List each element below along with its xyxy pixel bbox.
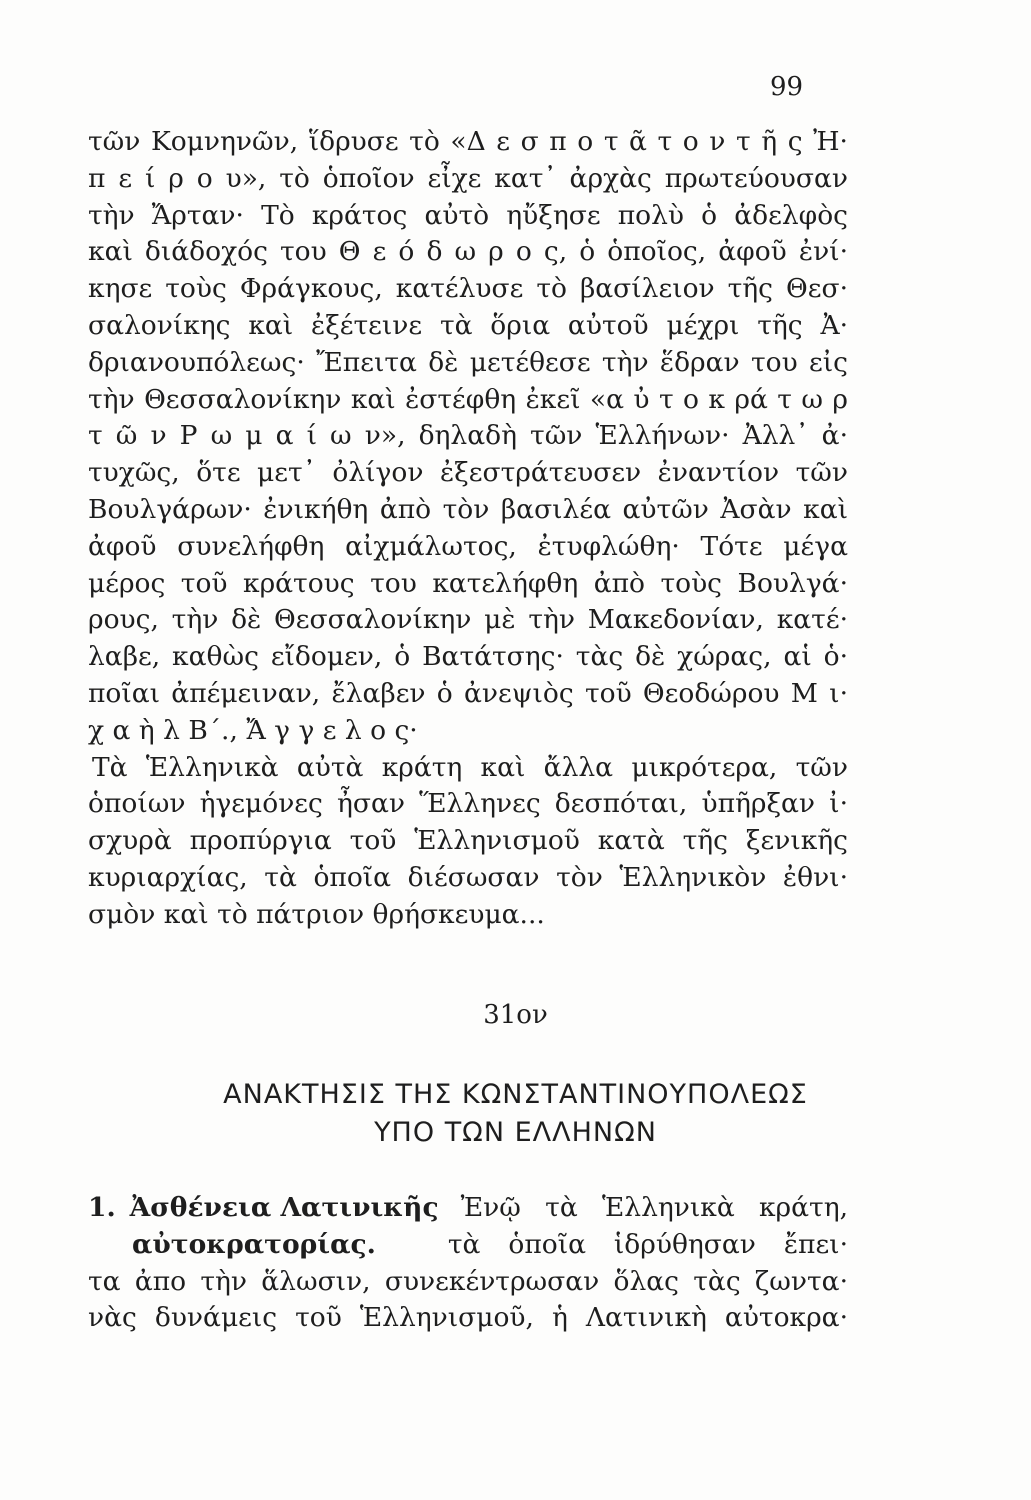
text-line: ποῖαι ἀπέμειναν, ἔλαβεν ὁ ἀνεψιὸς τοῦ Θεοδώρου Μ ι· bbox=[88, 677, 848, 709]
text-line: σαλονίκης καὶ ἐξέτεινε τὰ ὅρια αὐτοῦ μέχρι τῆς Ἀ· bbox=[88, 309, 848, 341]
text-line: τὴν Θεσσαλονίκην καὶ ἐστέφθη ἐκεῖ «α ὐ τ ο κ ρά τ ω ρ bbox=[88, 383, 848, 415]
text-line: χ α ὴ λ Β΄., Ἄ γ γ ε λ ο ς· bbox=[88, 714, 418, 746]
text-line: τὴν Ἄρταν· Τὸ κράτος αὐτὸ ηὔξησε πολὺ ὁ ἀδελφὸς bbox=[88, 199, 848, 231]
text-line: Τὰ Ἑλληνικὰ αὐτὰ κράτη καὶ ἄλλα μικρότερα, τῶν bbox=[92, 751, 848, 783]
text-line: κησε τοὺς Φράγκους, κατέλυσε τὸ βασίλειον τῆς Θεσ· bbox=[88, 273, 848, 305]
section-heading bbox=[88, 1190, 439, 1227]
text-line: Βουλγάρων· ἐνικήθη ἀπὸ τὸν βασιλέα αὐτῶν Ἀσὰν καὶ bbox=[88, 493, 848, 525]
section-block bbox=[88, 1190, 848, 1337]
text-line: π ε ί ρ ο υ», τὸ ὁποῖον εἶχε κατ᾿ ἀρχὰς πρωτεύουσαν bbox=[88, 162, 848, 194]
text-line: ὁποίων ἡγεμόνες ἦσαν Ἕλληνες δεσπόται, ὑπῆρξαν ἰ· bbox=[88, 788, 848, 820]
text-line: ἀφοῦ συνελήφθη αἰχμάλωτος, ἐτυφλώθη· Τότε μέγα bbox=[88, 530, 848, 562]
chapter-title-line-1: ΑΝΑΚΤΗΣΙΣ ΤΗΣ ΚΩΝΣΤΑΝΤΙΝΟΥΠΟΛΕΩΣ bbox=[223, 1079, 808, 1110]
page-number: 99 bbox=[770, 72, 804, 102]
text-line: καὶ διάδοχός του Θ ε ό δ ω ρ ο ς, ὁ ὁποῖος, ἀφοῦ ἐνί· bbox=[88, 236, 848, 268]
section-title-continued: αὐτοκρατορίας. bbox=[132, 1228, 376, 1260]
text-line: μέρος τοῦ κράτους του κατελήφθη ἀπὸ τοὺς Βουλγά· bbox=[88, 567, 848, 599]
text-line: νὰς δυνάμεις τοῦ Ἑλληνισμοῦ, ἡ Λατινικὴ αὐτοκρα· bbox=[88, 1302, 848, 1334]
text-line: τῶν Κομνηνῶν, ἵδρυσε τὸ «Δ ε σ π ο τ ᾶ τ ο ν τ ῆ ς Ἠ· bbox=[88, 126, 848, 157]
section-title: Ἀσθένεια Λατινικῆς bbox=[129, 1192, 439, 1223]
text-line: κυριαρχίας, τὰ ὁποῖα διέσωσαν τὸν Ἑλληνικὸν ἐθνι· bbox=[88, 861, 848, 893]
paragraph-block bbox=[88, 124, 848, 934]
text-line: λαβε, καθὼς εἴδομεν, ὁ Βατάτσης· τὰς δὲ χώρας, αἱ ὁ· bbox=[88, 641, 848, 673]
section-heading-row bbox=[88, 1227, 848, 1264]
section-side-text: Ἐνῷ τὰ Ἑλληνικὰ κράτη, bbox=[460, 1192, 848, 1223]
chapter-number: 31ον bbox=[483, 1000, 548, 1030]
text-line: τα ἀπο τὴν ἅλωσιν, συνεκέντρωσαν ὅλας τὰς ζωντα· bbox=[88, 1265, 848, 1297]
section-number: 1. bbox=[88, 1192, 116, 1223]
text-line: τυχῶς, ὅτε μετ᾿ ὀλίγον ἐξεστράτευσεν ἐναντίον τῶν bbox=[88, 457, 848, 489]
text-line: δριανουπόλεως· Ἔπειτα δὲ μετέθεσε τὴν ἕδραν του εἰς bbox=[88, 346, 848, 378]
text-line: τ ῶ ν Ρ ω μ α ί ω ν», δηλαδὴ τῶν Ἑλλήνων· Ἀλλ᾿ ἀ· bbox=[88, 420, 848, 452]
text-line: σχυρὰ προπύργια τοῦ Ἑλληνισμοῦ κατὰ τῆς ξενικῆς bbox=[88, 825, 848, 857]
text-line: σμὸν καὶ τὸ πάτριον θρήσκευμα... bbox=[88, 898, 545, 930]
text-line: ρους, τὴν δὲ Θεσσαλονίκην μὲ τὴν Μακεδονίαν, κατέ· bbox=[88, 604, 848, 636]
section-side-text: τὰ ὁποῖα ἱδρύθησαν ἔπει· bbox=[447, 1228, 848, 1260]
chapter-title-line-2: ΥΠΟ ΤΩΝ ΕΛΛΗΝΩΝ bbox=[374, 1117, 657, 1148]
section-heading-row bbox=[88, 1190, 848, 1227]
